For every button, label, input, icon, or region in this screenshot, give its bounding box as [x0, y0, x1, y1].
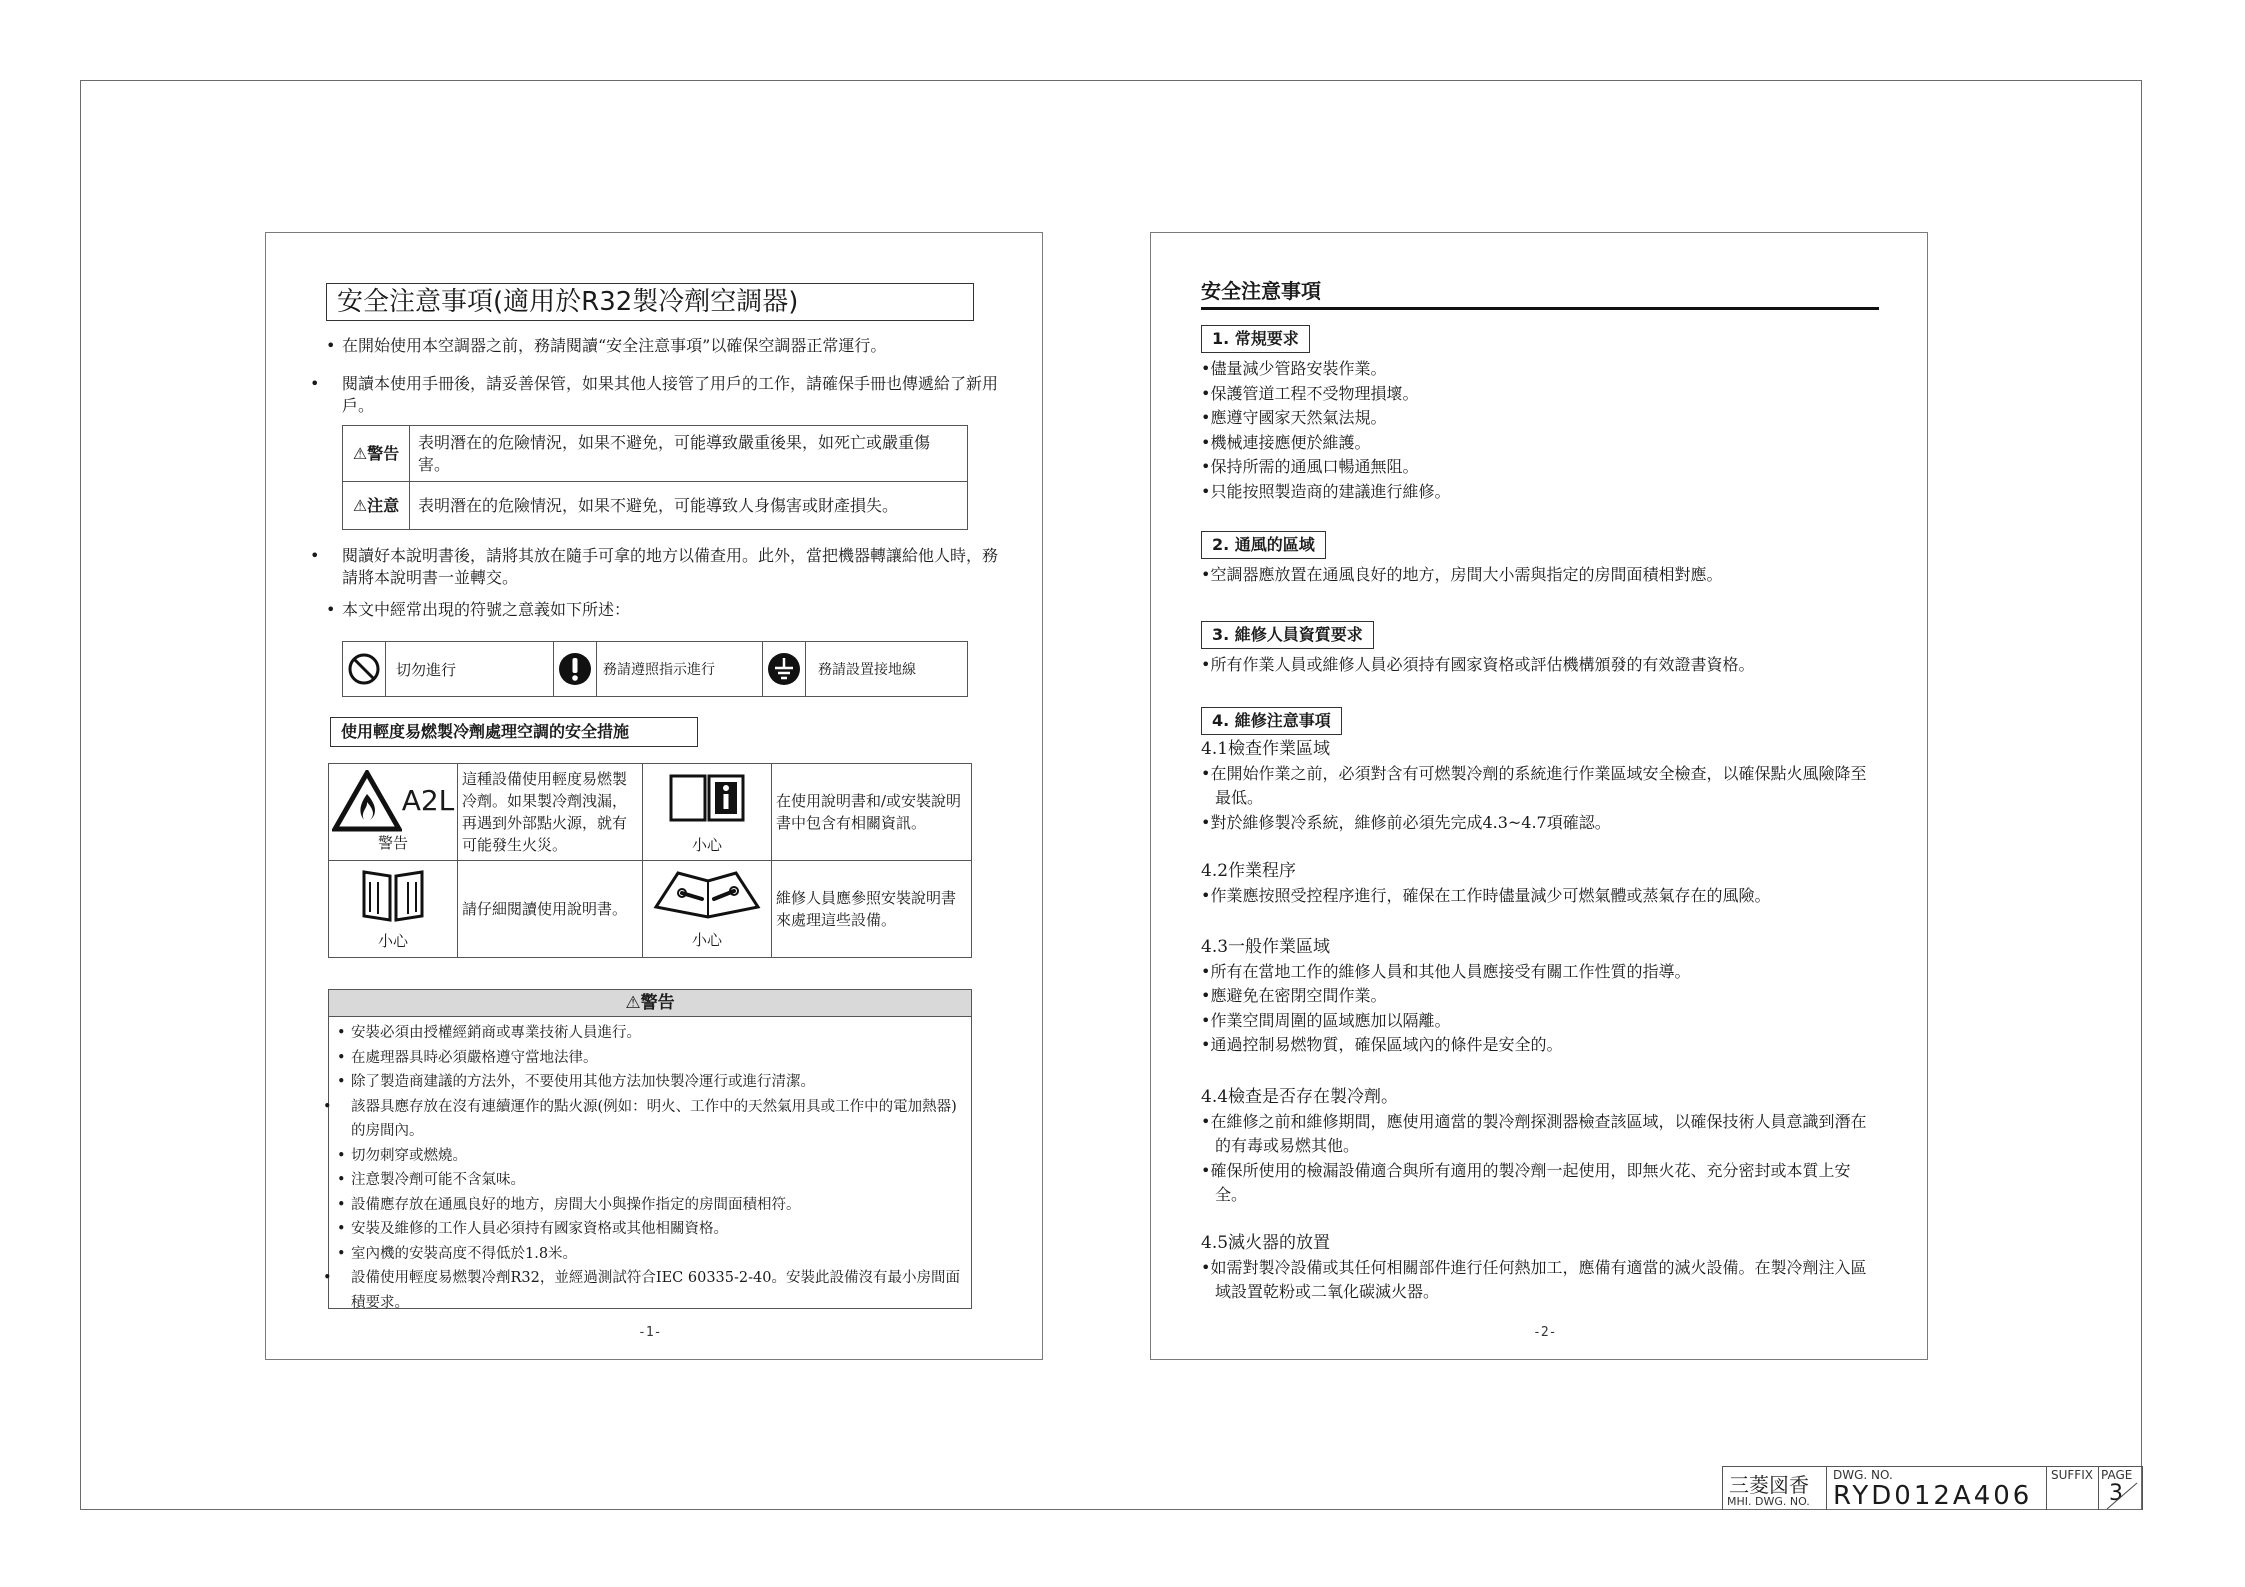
- service-manual-icon: [652, 867, 762, 923]
- list-item: •機械連接應便於維護。: [1201, 432, 1371, 452]
- section-heading: 2. 通風的區域: [1201, 531, 1326, 559]
- company-name: 三菱図香: [1729, 1473, 1809, 1497]
- read-manual-info-cell: 小心: [643, 764, 772, 861]
- dwg-no-label: DWG. NO.: [1833, 1468, 1893, 1482]
- list-item: •保持所需的通風口暢通無阻。: [1201, 457, 1419, 476]
- warning-item: • 除了製造商建議的方法外，不要使用其他方法加快製冷運行或進行清潔。: [337, 1074, 815, 1090]
- caution-description: 表明潛在的危險情況，如果不避免，可能導致人身傷害或財產損失。: [410, 482, 968, 530]
- list-item: •作業空間周圍的區域應加以隔離。: [1201, 1010, 1451, 1030]
- list-item: •作業應按照受控程序進行，確保在工作時儘量減少可燃氣體或蒸氣存在的風險。: [1201, 885, 1771, 905]
- list-item: •在維修之前和維修期間，應使用適當的製冷劑探測器檢查該區域，以確保技術人員意識到潛在的有毒或易燃其他。: [1201, 1111, 1867, 1155]
- intro-item: • 在開始使用本空調器之前，務請閱讀“安全注意事項”以確保空調器正常運行。: [326, 336, 887, 355]
- list-item: •只能按照製造商的建議進行維修。: [1201, 481, 1451, 501]
- section-heading: 1. 常規要求: [1201, 325, 1310, 353]
- list-item: •通過控制易燃物質，確保區域內的條件是安全的。: [1201, 1035, 1563, 1054]
- dwg-number: RYD012A406: [1833, 1481, 2033, 1511]
- title-rule: [1201, 307, 1879, 310]
- manual-page-2: [1150, 232, 1928, 1360]
- warning-item: • 切勿刺穿或燃燒。: [337, 1147, 467, 1164]
- page-label: PAGE: [2101, 1468, 2133, 1482]
- suffix-label: SUFFIX: [2051, 1468, 2093, 1482]
- subsection: [1201, 1085, 1881, 1208]
- warning-item: • 注意製冷劑可能不含氣味。: [337, 1172, 525, 1188]
- manual-book-icon: [358, 866, 428, 924]
- warning-list: [323, 1021, 971, 1315]
- symbol-item: 務請設置接地線: [763, 642, 967, 696]
- warning-item: • 安裝及維修的工作人員必須持有國家資格或其他相關資格。: [337, 1221, 728, 1237]
- icon-description: 在使用說明書和/或安裝說明書中包含有相關資訊。: [772, 764, 972, 861]
- read-manual-info-icon: [665, 768, 749, 828]
- list-item: •如需對製冷設備或其任何相關部件進行任何熱加工，應備有適當的滅火設備。在製冷劑注入區域設置乾粉或二氧化碳滅火器。: [1201, 1257, 1867, 1301]
- drawing-title-block: [1722, 1466, 2143, 1510]
- list-item: •空調器應放置在通風良好的地方，房間大小需與指定的房間面積相對應。: [1201, 565, 1723, 584]
- warning-item: • 設備應存放在通風良好的地方，房間大小與操作指定的房間面積相符。: [337, 1196, 801, 1213]
- note-item: • 本文中經常出現的符號之意義如下所述：: [326, 600, 631, 619]
- subsection: [1201, 935, 1881, 1058]
- icon-description: 維修人員應參照安裝說明書來處理這些設備。: [772, 861, 972, 958]
- warning-description: 表明潛在的危險情況，如果不避免，可能導致嚴重後果，如死亡或嚴重傷害。: [410, 426, 968, 482]
- list-item: •所有在當地工作的維修人員和其他人員應接受有關工作性質的指導。: [1201, 961, 1691, 981]
- list-item: •在開始作業之前，必須對含有可燃製冷劑的系統進行作業區域安全檢查，以確保點火風險降至最低。: [1201, 763, 1867, 807]
- page-title: 安全注意事項(適用於R32製冷劑空調器): [326, 283, 974, 321]
- list-item: •確保所使用的檢漏設備適合與所有適用的製冷劑一起使用，即無火花、充分密封或本質上安全。: [1201, 1160, 1851, 1204]
- section-list: [1201, 653, 1891, 678]
- section-title: 使用輕度易燃製冷劑處理空調的安全措施: [330, 717, 698, 747]
- warning-item: • 室內機的安裝高度不得低於1.8米。: [337, 1245, 578, 1262]
- flammable-warning-icon: [332, 770, 402, 832]
- symbol-item: 務請遵照指示進行: [554, 642, 763, 696]
- warning-legend-table: [342, 425, 968, 530]
- prohibition-icon: [343, 642, 386, 696]
- subsection-title: 4.2作業程序: [1201, 861, 1297, 881]
- list-item: •對於維修製冷系統，維修前必須先完成4.3~4.7項確認。: [1201, 812, 1611, 832]
- note-item: • 閱讀好本說明書後，請將其放在隨手可拿的地方以備查用。此外，當把機器轉讓給他人時，務請將本說明書一並轉交。: [310, 546, 999, 587]
- caution-label: ⚠注意: [343, 482, 410, 530]
- warning-triangle-icon: ⚠: [625, 993, 641, 1013]
- dwg-no-cell: [1827, 1467, 2047, 1510]
- section-heading: 3. 維修人員資質要求: [1201, 621, 1374, 649]
- page-number: -2-: [1533, 1325, 1557, 1340]
- suffix-cell: [2047, 1467, 2099, 1510]
- page-title: 安全注意事項: [1201, 279, 1321, 303]
- subsection-title: 4.3一般作業區域: [1201, 937, 1331, 957]
- warning-item: • 該器具應存放在沒有連續運作的點火源(例如：明火、工作中的天然氣用具或工作中的電加熱器)的房間內。: [323, 1098, 957, 1139]
- subsection: [1201, 737, 1881, 835]
- page-number: -1-: [638, 1325, 662, 1340]
- manual-page-1: [265, 232, 1043, 1360]
- section-list: [1201, 563, 1891, 588]
- section-list: [1201, 357, 1881, 504]
- warning-triangle-icon: ⚠: [352, 443, 368, 463]
- list-item: •應避免在密閉空間作業。: [1201, 986, 1387, 1005]
- subsection: [1201, 1231, 1881, 1305]
- list-item: •儘量減少管路安裝作業。: [1201, 359, 1387, 378]
- list-item: •所有作業人員或維修人員必須持有國家資格或評估機構頒發的有效證書資格。: [1201, 655, 1755, 674]
- page-slash: [2099, 1467, 2143, 1511]
- warning-box-header: ⚠警告: [329, 990, 971, 1017]
- icon-description: 這種設備使用輕度易燃製冷劑。如果製冷劑洩漏，再遇到外部點火源，就有可能發生火災。: [458, 764, 643, 861]
- subsection-title: 4.5滅火器的放置: [1201, 1233, 1331, 1253]
- manual-book-cell: 小心: [329, 861, 458, 958]
- intro-item: • 閱讀本使用手冊後，請妥善保管，如果其他人接管了用戶的工作，請確保手冊也傳遞給了新用戶。: [310, 374, 999, 415]
- symbol-legend: [342, 641, 968, 697]
- warning-item: • 安裝必須由授權經銷商或專業技術人員進行。: [337, 1025, 641, 1041]
- section-heading: 4. 維修注意事項: [1201, 707, 1342, 735]
- list-item: •應遵守國家天然氣法規。: [1201, 408, 1387, 427]
- page-cell: [2099, 1467, 2143, 1510]
- mandatory-icon: [554, 642, 597, 696]
- warning-item: • 設備使用輕度易燃製冷劑R32，並經過測試符合IEC 60335-2-40。安裝此設備沒有最小房間面積要求。: [323, 1270, 960, 1311]
- service-manual-cell: 小心: [643, 861, 772, 958]
- subsection: [1201, 859, 1881, 908]
- warning-box: [323, 989, 972, 1311]
- flammable-warning-cell: A2L 警告: [329, 764, 458, 861]
- list-item: •保護管道工程不受物理損壞。: [1201, 383, 1419, 403]
- caution-triangle-icon: ⚠: [352, 495, 368, 515]
- refrigerant-icon-table: [328, 763, 972, 958]
- warning-label: ⚠警告: [343, 426, 410, 482]
- company-cell: [1723, 1467, 1827, 1510]
- icon-description: 請仔細閱讀使用說明書。: [458, 861, 643, 958]
- subsection-title: 4.1檢查作業區域: [1201, 739, 1331, 759]
- symbol-item: 切勿進行: [343, 642, 554, 696]
- mhi-dwg-label: MHI. DWG. NO.: [1727, 1495, 1810, 1508]
- warning-item: • 在處理器具時必須嚴格遵守當地法律。: [337, 1049, 598, 1066]
- subsection-title: 4.4檢查是否存在製冷劑。: [1201, 1087, 1399, 1107]
- ground-icon: [763, 642, 806, 696]
- page-value: 3: [2109, 1481, 2123, 1506]
